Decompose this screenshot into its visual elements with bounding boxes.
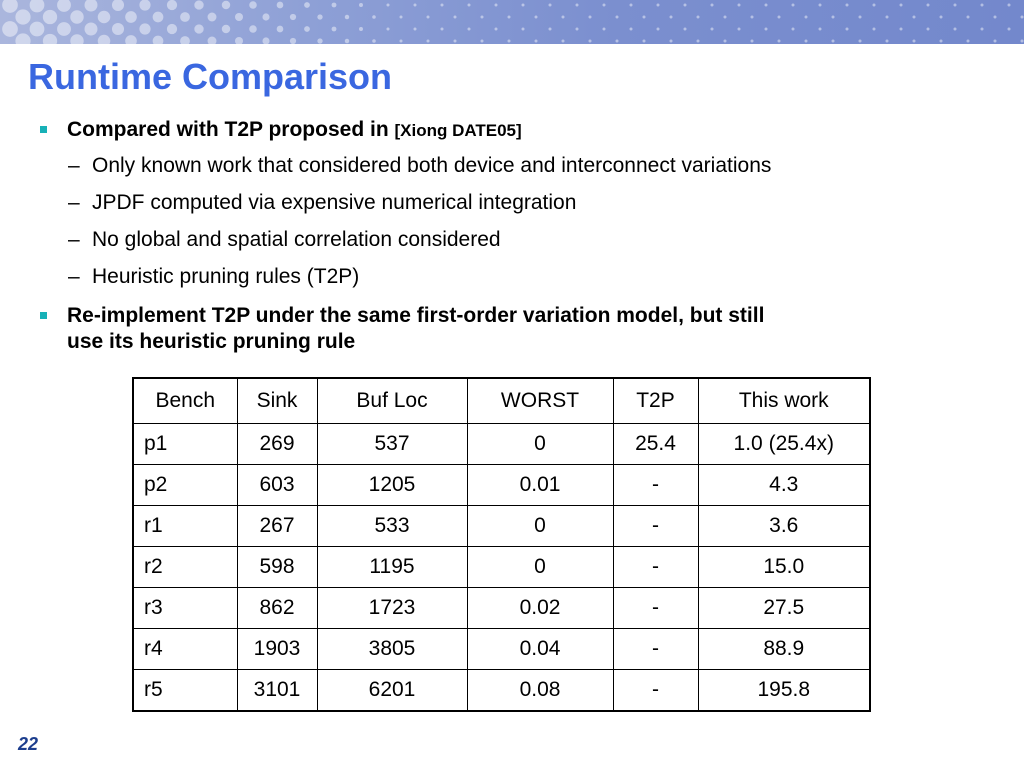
banner-dot bbox=[441, 28, 444, 31]
table-cell: 1205 bbox=[317, 465, 467, 506]
banner-dot bbox=[43, 10, 57, 24]
banner-dot bbox=[57, 0, 71, 12]
table-cell: 27.5 bbox=[698, 588, 870, 629]
table-cell: 6201 bbox=[317, 670, 467, 712]
bullet-text: Compared with T2P proposed in bbox=[67, 118, 395, 141]
banner-dot bbox=[724, 40, 727, 43]
banner-dot bbox=[495, 4, 498, 7]
table-cell: 1723 bbox=[317, 588, 467, 629]
table-cell: 0.08 bbox=[467, 670, 613, 712]
banner-dot bbox=[589, 40, 592, 43]
banner-dot bbox=[290, 14, 296, 20]
banner-dot bbox=[125, 35, 137, 44]
bench-cell: r4 bbox=[133, 629, 237, 670]
square-bullet-icon bbox=[40, 126, 47, 133]
banner-dot bbox=[954, 4, 957, 7]
column-header: This work bbox=[698, 378, 870, 424]
banner-dot bbox=[616, 40, 619, 43]
banner-dot bbox=[859, 40, 862, 43]
banner-dot bbox=[290, 38, 296, 44]
banner-dot bbox=[522, 4, 525, 7]
banner-dot bbox=[981, 28, 984, 31]
banner-dot bbox=[30, 0, 45, 12]
bench-cell: r2 bbox=[133, 547, 237, 588]
sub-bullet-text: Heuristic pruning rules (T2P) bbox=[92, 265, 360, 288]
column-header: Sink bbox=[237, 378, 317, 424]
banner-dot bbox=[359, 3, 363, 7]
table-row bbox=[133, 588, 870, 629]
banner-dot bbox=[535, 40, 538, 43]
banner-dot bbox=[549, 28, 552, 31]
table-cell: 598 bbox=[237, 547, 317, 588]
banner-dot bbox=[643, 16, 646, 19]
table-row bbox=[133, 629, 870, 670]
banner-dot bbox=[792, 28, 795, 31]
banner-dot bbox=[454, 40, 457, 43]
banner-dot bbox=[576, 28, 579, 31]
banner-dot bbox=[859, 16, 862, 19]
banner-dot bbox=[70, 10, 83, 23]
table-cell: 1903 bbox=[237, 629, 317, 670]
dash-icon: – bbox=[68, 228, 80, 251]
bench-cell: r3 bbox=[133, 588, 237, 629]
banner-dot bbox=[981, 4, 984, 7]
banner-dot bbox=[400, 40, 403, 43]
banner-dot bbox=[277, 26, 284, 33]
citation: [Xiong DATE05] bbox=[394, 121, 522, 140]
banner-dot bbox=[332, 27, 337, 32]
table-cell: 0.02 bbox=[467, 588, 613, 629]
banner-dot bbox=[180, 12, 190, 22]
table-cell: - bbox=[613, 547, 698, 588]
banner-dot bbox=[927, 28, 930, 31]
banner-dot bbox=[873, 28, 876, 31]
banner-dot bbox=[616, 16, 619, 19]
banner-dot bbox=[98, 11, 111, 24]
banner-dot bbox=[125, 11, 137, 23]
banner-dot bbox=[222, 25, 230, 33]
banner-dot bbox=[886, 16, 889, 19]
banner-dot bbox=[603, 4, 606, 7]
bench-cell: p1 bbox=[133, 424, 237, 465]
banner-dot bbox=[886, 40, 889, 43]
banner-dot bbox=[630, 4, 633, 7]
banner-dot bbox=[670, 16, 673, 19]
banner-dot bbox=[819, 28, 822, 31]
banner-dot bbox=[967, 16, 970, 19]
banner-dot bbox=[85, 23, 98, 36]
banner-dot bbox=[927, 4, 930, 7]
banner-dot bbox=[153, 12, 164, 23]
banner-dot bbox=[508, 40, 511, 43]
banner-dot bbox=[751, 16, 754, 19]
runtime-table bbox=[132, 377, 871, 712]
banner-dot bbox=[954, 28, 957, 31]
banner-dot bbox=[495, 28, 498, 31]
dash-icon: – bbox=[68, 265, 80, 288]
banner-dot bbox=[208, 13, 217, 22]
table-cell: 3101 bbox=[237, 670, 317, 712]
banner-dot bbox=[1008, 28, 1011, 31]
dash-icon: – bbox=[68, 191, 80, 214]
banner-dot bbox=[414, 4, 417, 7]
banner-dot bbox=[657, 4, 660, 7]
table-cell: - bbox=[613, 506, 698, 547]
banner-dot bbox=[873, 4, 876, 7]
table-cell: 88.9 bbox=[698, 629, 870, 670]
table-cell: 0 bbox=[467, 547, 613, 588]
table-cell: 533 bbox=[317, 506, 467, 547]
table-cell: - bbox=[613, 465, 698, 506]
banner-dot bbox=[778, 16, 781, 19]
banner-dot bbox=[832, 16, 835, 19]
sub-bullet-text: No global and spatial correlation considered bbox=[92, 228, 501, 251]
banner-dot bbox=[112, 23, 124, 35]
banner-dot bbox=[372, 15, 376, 19]
banner-dot bbox=[277, 2, 284, 9]
banner-dot bbox=[846, 28, 849, 31]
slide-title: Runtime Comparison bbox=[28, 56, 393, 97]
banner-dot bbox=[765, 4, 768, 7]
banner-dot bbox=[792, 4, 795, 7]
banner-dot bbox=[235, 37, 243, 44]
banner-dot bbox=[751, 40, 754, 43]
banner-dot bbox=[262, 37, 269, 44]
banner-dot bbox=[345, 15, 349, 19]
banner-dot bbox=[427, 40, 430, 43]
table-cell: 25.4 bbox=[613, 424, 698, 465]
table-cell: 269 bbox=[237, 424, 317, 465]
banner-dot bbox=[262, 13, 269, 20]
banner-dot bbox=[711, 4, 714, 7]
banner-dot bbox=[235, 13, 243, 21]
bullet-text-line: Re-implement T2P under the same first-order variation model, but still bbox=[67, 304, 765, 327]
table-cell: 603 bbox=[237, 465, 317, 506]
table-row bbox=[133, 424, 870, 465]
banner-dot bbox=[603, 28, 606, 31]
bench-cell: p2 bbox=[133, 465, 237, 506]
banner-dot bbox=[317, 14, 322, 19]
banner-dot bbox=[57, 22, 71, 36]
banner-dot bbox=[900, 4, 903, 7]
table-cell: 195.8 bbox=[698, 670, 870, 712]
table-cell: 0 bbox=[467, 506, 613, 547]
column-header: WORST bbox=[467, 378, 613, 424]
banner-dot bbox=[913, 40, 916, 43]
banner-dot bbox=[194, 24, 203, 33]
banner-dot bbox=[70, 34, 83, 44]
banner-dot bbox=[332, 3, 337, 8]
table-cell: 1.0 (25.4x) bbox=[698, 424, 870, 465]
banner-dot bbox=[846, 4, 849, 7]
banner-dot bbox=[994, 16, 997, 19]
table-cell: 4.3 bbox=[698, 465, 870, 506]
banner-dot bbox=[2, 0, 18, 13]
table-cell: 0.01 bbox=[467, 465, 613, 506]
banner-dot bbox=[414, 28, 417, 31]
banner-dot bbox=[778, 40, 781, 43]
banner-dot bbox=[1008, 4, 1011, 7]
banner-dot bbox=[112, 0, 124, 11]
banner-dot bbox=[153, 36, 164, 44]
banner-dot bbox=[30, 22, 45, 37]
banner-dot bbox=[98, 35, 111, 44]
banner-dot bbox=[481, 40, 484, 43]
banner-dot bbox=[441, 4, 444, 7]
banner-dot bbox=[139, 23, 150, 34]
banner-dot bbox=[549, 4, 552, 7]
banner-dot bbox=[994, 40, 997, 43]
banner-dot bbox=[2, 21, 18, 37]
banner-dot bbox=[562, 16, 565, 19]
banner-dot bbox=[589, 16, 592, 19]
table-cell: - bbox=[613, 629, 698, 670]
banner-dot bbox=[900, 28, 903, 31]
banner-dot bbox=[832, 40, 835, 43]
table-row bbox=[133, 465, 870, 506]
banner-dot bbox=[222, 1, 230, 9]
banner-dot bbox=[630, 28, 633, 31]
banner-dot bbox=[643, 40, 646, 43]
table-cell: 3805 bbox=[317, 629, 467, 670]
sub-bullet-item bbox=[68, 153, 771, 179]
banner-dot bbox=[684, 4, 687, 7]
banner-dot bbox=[427, 16, 430, 19]
header-banner bbox=[0, 0, 1024, 44]
banner-dot bbox=[317, 38, 322, 43]
banner-dot bbox=[724, 16, 727, 19]
table-cell: 267 bbox=[237, 506, 317, 547]
banner-dot bbox=[657, 28, 660, 31]
banner-dot bbox=[913, 16, 916, 19]
banner-dot bbox=[805, 40, 808, 43]
table-cell: 3.6 bbox=[698, 506, 870, 547]
sub-bullet-text: Only known work that considered both device and interconnect variations bbox=[92, 154, 772, 177]
banner-dot bbox=[386, 27, 389, 30]
banner-dot bbox=[940, 40, 943, 43]
banner-dot bbox=[208, 37, 217, 44]
banner-dot bbox=[819, 4, 822, 7]
banner-dot bbox=[468, 28, 471, 31]
banner-dot bbox=[738, 28, 741, 31]
banner-dot bbox=[180, 36, 190, 44]
banner-dot bbox=[535, 16, 538, 19]
table-cell: 0.04 bbox=[467, 629, 613, 670]
table-cell: 537 bbox=[317, 424, 467, 465]
banner-dot bbox=[15, 9, 30, 24]
sub-bullet-text: JPDF computed via expensive numerical integration bbox=[92, 191, 577, 214]
banner-dot bbox=[1021, 40, 1024, 43]
banner-dot bbox=[805, 16, 808, 19]
banner-dot bbox=[167, 0, 177, 10]
table-header-row bbox=[133, 378, 870, 424]
banner-dot bbox=[468, 4, 471, 7]
banner-dot bbox=[454, 16, 457, 19]
banner-dot bbox=[304, 2, 310, 8]
banner-dot bbox=[697, 40, 700, 43]
column-header: Buf Loc bbox=[317, 378, 467, 424]
banner-dot-pattern bbox=[0, 0, 1024, 44]
sub-bullet-item bbox=[68, 190, 576, 216]
square-bullet-icon bbox=[40, 312, 47, 319]
banner-dot bbox=[576, 4, 579, 7]
table-cell: 15.0 bbox=[698, 547, 870, 588]
banner-dot bbox=[359, 27, 363, 31]
banner-dot bbox=[345, 39, 349, 43]
table-row bbox=[133, 506, 870, 547]
banner-dot bbox=[249, 1, 257, 9]
table-row bbox=[133, 670, 870, 712]
banner-dot bbox=[684, 28, 687, 31]
banner-dot bbox=[670, 40, 673, 43]
table-row bbox=[133, 547, 870, 588]
banner-dot bbox=[386, 3, 389, 6]
banner-dot bbox=[372, 39, 376, 43]
banner-dot bbox=[481, 16, 484, 19]
banner-dot bbox=[400, 16, 403, 19]
table-cell: - bbox=[613, 588, 698, 629]
sub-bullet-item bbox=[68, 264, 359, 290]
bullet-text-line: use its heuristic pruning rule bbox=[67, 330, 356, 353]
banner-dot bbox=[697, 16, 700, 19]
banner-dot bbox=[711, 28, 714, 31]
banner-dot bbox=[738, 4, 741, 7]
banner-dot bbox=[85, 0, 98, 11]
banner-dot bbox=[249, 25, 257, 33]
column-header: Bench bbox=[133, 378, 237, 424]
dash-icon: – bbox=[68, 154, 80, 177]
banner-dot bbox=[508, 16, 511, 19]
sub-bullet-item bbox=[68, 227, 501, 253]
column-header: T2P bbox=[613, 378, 698, 424]
banner-dot bbox=[304, 26, 310, 32]
banner-dot bbox=[139, 0, 150, 11]
banner-dot bbox=[43, 34, 57, 44]
table-cell: - bbox=[613, 670, 698, 712]
banner-dot bbox=[940, 16, 943, 19]
table-cell: 0 bbox=[467, 424, 613, 465]
banner-dot bbox=[765, 28, 768, 31]
banner-dot bbox=[522, 28, 525, 31]
banner-dot bbox=[1021, 16, 1024, 19]
banner-dot bbox=[194, 0, 203, 9]
banner-dot bbox=[167, 24, 177, 34]
page-number: 22 bbox=[18, 734, 39, 754]
table-cell: 1195 bbox=[317, 547, 467, 588]
table-cell: 862 bbox=[237, 588, 317, 629]
banner-dot bbox=[562, 40, 565, 43]
bench-cell: r1 bbox=[133, 506, 237, 547]
banner-dot bbox=[15, 33, 30, 44]
bench-cell: r5 bbox=[133, 670, 237, 712]
banner-dot bbox=[967, 40, 970, 43]
